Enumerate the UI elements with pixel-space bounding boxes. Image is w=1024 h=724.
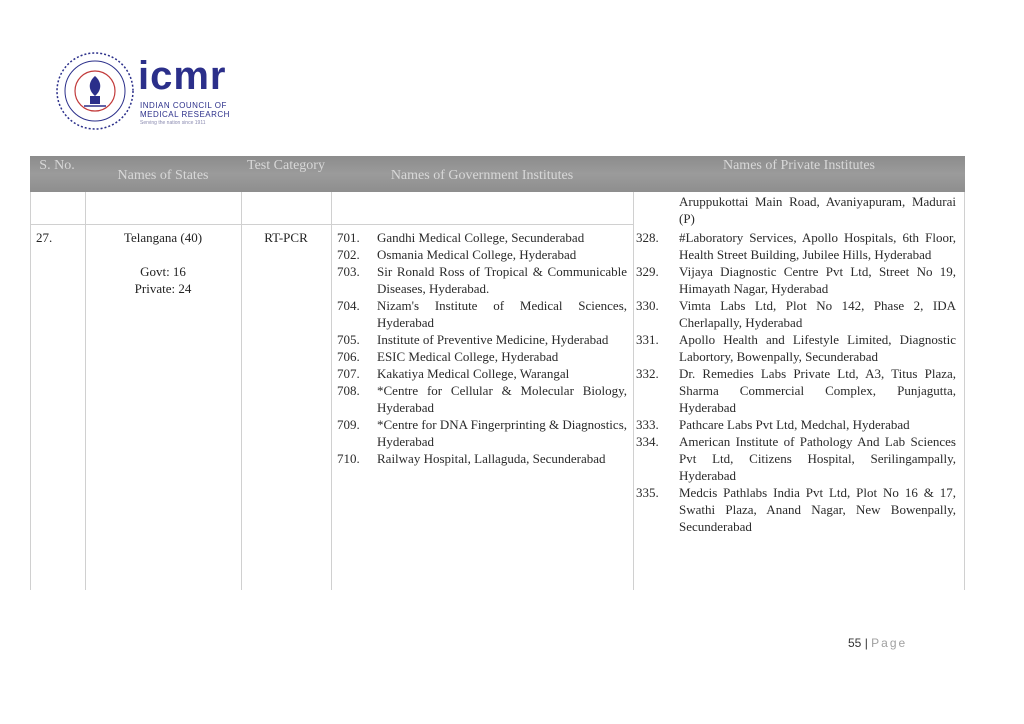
institute-name: Nizam's Institute of Medical Sciences, Hyderabad: [377, 298, 627, 330]
institute-name: Sir Ronald Ross of Tropical & Communicable Diseases, Hyderabad.: [377, 264, 627, 296]
column-divider: [633, 192, 634, 590]
list-item: [636, 263, 956, 297]
carry-over-text: Aruppukottai Main Road, Avaniyapuram, Madurai (P): [679, 194, 956, 226]
page-label: Page: [871, 636, 908, 650]
institute-name: American Institute of Pathology And Lab Sciences Pvt Ltd, Citizens Hospital, Serilingampally, Hyderabad: [679, 434, 956, 483]
list-item: [636, 416, 956, 433]
header-government-institutes: Names of Government Institutes: [390, 168, 574, 183]
header-private-institutes: Names of Private Institutes: [722, 158, 876, 173]
list-item: [337, 450, 627, 467]
list-item: [337, 246, 627, 263]
row-divider: [30, 224, 633, 225]
item-number: 701.: [337, 230, 360, 245]
item-number: 702.: [337, 247, 360, 262]
item-number: 332.: [636, 366, 659, 381]
icmr-seal-icon: [54, 50, 136, 132]
footer-separator: |: [864, 636, 868, 650]
institute-name: #Laboratory Services, Apollo Hospitals, 6th Floor, Health Street Building, Jubilee Hills, Hyderabad: [679, 230, 956, 262]
list-item: [636, 433, 956, 484]
list-item: [337, 331, 627, 348]
item-number: 330.: [636, 298, 659, 313]
item-number: 335.: [636, 485, 659, 500]
test-category: RT-PCR: [264, 230, 308, 245]
institute-name: Kakatiya Medical College, Warangal: [377, 366, 570, 381]
logo-line-2: MEDICAL RESEARCH: [140, 110, 230, 119]
institute-name: Apollo Health and Lifestyle Limited, Diagnostic Labortory, Bowenpally, Secunderabad: [679, 332, 956, 364]
item-number: 706.: [337, 349, 360, 364]
list-item: [337, 297, 627, 331]
institute-name: *Centre for Cellular & Molecular Biology, Hyderabad: [377, 383, 627, 415]
row-sno: 27.: [36, 230, 53, 245]
header-test-category: Test Category: [247, 158, 325, 173]
column-divider: [331, 192, 332, 590]
list-item: [337, 229, 627, 246]
state-cell: [86, 229, 240, 297]
page-number: 55: [848, 636, 862, 650]
institute-name: Dr. Remedies Labs Private Ltd, A3, Titus Plaza, Sharma Commercial Complex, Punjagutta, Hyderabad: [679, 366, 956, 415]
page-footer: [848, 636, 907, 650]
logo-wordmark: icmr: [138, 54, 227, 98]
item-number: 331.: [636, 332, 659, 347]
list-item: [337, 263, 627, 297]
list-item: [636, 229, 956, 263]
government-institutes-list: [337, 229, 627, 467]
item-number: 710.: [337, 451, 360, 466]
institute-name: Medcis Pathlabs India Pvt Ltd, Plot No 16 & 17, Swathi Plaza, Anand Nagar, New Bowenpally, Secunderabad: [679, 485, 956, 534]
item-number: 709.: [337, 417, 360, 432]
list-item: [636, 365, 956, 416]
institute-name: ESIC Medical College, Hyderabad: [377, 349, 559, 364]
item-number: 708.: [337, 383, 360, 398]
item-number: 704.: [337, 298, 360, 313]
list-item: [636, 331, 956, 365]
table-border-right: [964, 192, 965, 590]
column-divider: [241, 192, 242, 590]
item-number: 707.: [337, 366, 360, 381]
list-item: [636, 484, 956, 535]
institute-name: Railway Hospital, Lallaguda, Secunderabad: [377, 451, 606, 466]
institute-name: Vijaya Diagnostic Centre Pvt Ltd, Street No 19, Himayath Nagar, Hyderabad: [679, 264, 956, 296]
institute-name: *Centre for DNA Fingerprinting & Diagnostics, Hyderabad: [377, 417, 627, 449]
private-institutes-list: [636, 229, 956, 535]
institute-name: Gandhi Medical College, Secunderabad: [377, 230, 585, 245]
institute-name: Osmania Medical College, Hyderabad: [377, 247, 577, 262]
list-item: [636, 297, 956, 331]
table-border-left: [30, 192, 31, 590]
state-name: Telangana (40): [123, 230, 203, 245]
header-states: Names of States: [117, 168, 209, 183]
list-item: [337, 365, 627, 382]
govt-count: Govt: 16: [140, 264, 186, 279]
item-number: 334.: [636, 434, 659, 449]
item-number: 328.: [636, 230, 659, 245]
list-item: [337, 416, 627, 450]
list-item: [337, 348, 627, 365]
header-sno: S. No.: [39, 158, 75, 173]
icmr-logo: [54, 50, 254, 134]
logo-tagline: Serving the nation since 1911: [140, 120, 206, 126]
institute-name: Vimta Labs Ltd, Plot No 142, Phase 2, IDA Cherlapally, Hyderabad: [679, 298, 956, 330]
state-spacer: [86, 246, 240, 263]
institute-name: Pathcare Labs Pvt Ltd, Medchal, Hyderabad: [679, 417, 910, 432]
item-number: 703.: [337, 264, 360, 279]
institute-name: Institute of Preventive Medicine, Hyderabad: [377, 332, 609, 347]
item-number: 705.: [337, 332, 360, 347]
logo-line-1: INDIAN COUNCIL OF: [140, 101, 227, 110]
item-number: 333.: [636, 417, 659, 432]
list-item: [337, 382, 627, 416]
private-count: Private: 24: [134, 281, 192, 296]
item-number: 329.: [636, 264, 659, 279]
